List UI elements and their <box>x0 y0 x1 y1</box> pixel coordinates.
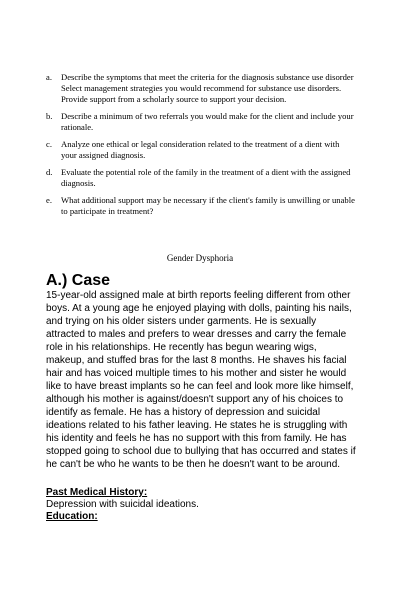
prompt-text: What additional support may be necessary if the client's family is unwilling or unable to participate in treatment? <box>61 195 355 216</box>
prompt-letter: e. <box>46 195 52 205</box>
past-medical-history-label: Past Medical History: <box>46 487 148 498</box>
prompt-text: Analyze one ethical or legal consideration related to the treatment of a dient with your assigned diagnosis. <box>61 139 340 160</box>
prompt-item-a <box>46 72 356 105</box>
prompt-text: Describe a minimum of two referrals you would make for the client and include your rationale. <box>61 111 354 132</box>
past-medical-history-value: Depression with suicidal ideations. <box>46 499 199 510</box>
prompt-item-b <box>46 111 356 133</box>
case-title: A.) Case <box>46 272 111 289</box>
assignment-prompt-list <box>46 72 356 223</box>
prompt-letter: d. <box>46 167 53 177</box>
prompt-item-d <box>46 167 356 189</box>
education-label: Education: <box>46 511 98 522</box>
prompt-text: Evaluate the potential role of the family in the treatment of a dient with the assigned diagnosis. <box>61 167 351 188</box>
prompt-letter: b. <box>46 111 53 121</box>
prompt-item-c <box>46 139 356 161</box>
prompt-text: Describe the symptoms that meet the criteria for the diagnosis substance use disorder Select management strategies you would recommend for substance use disorders. Provide support from a scholarly source to support your decision. <box>61 72 354 104</box>
prompt-letter: c. <box>46 139 52 149</box>
prompt-item-e <box>46 195 356 217</box>
prompt-letter: a. <box>46 72 52 82</box>
section-heading: Gender Dysphoria <box>166 253 234 263</box>
case-body: 15-year-old assigned male at birth reports feeling different from other boys. At a young age he enjoyed playing with dolls, painting his nails, and trying on his older sisters under garments. He is sexually attracted to males and prefers to wear dresses and carry the female role in his relationships. He recently has begun wearing wigs, makeup, and stuffed bras for the last 8 months. He shaves his facial hair and has voiced multiple times to his mother and sister he would like to have breast implants so he can feel and look more like himself, although his mother is against/doesn't support any of his choices to identify as female. He has a history of depression and suicidal ideations related to his father leaving. He states he is struggling with his identity and feels he has no support with this from family. He has stopped going to school due to bullying that has occurred and states if he can't be who he wants to be then he doesn't want to be around. <box>46 290 356 470</box>
